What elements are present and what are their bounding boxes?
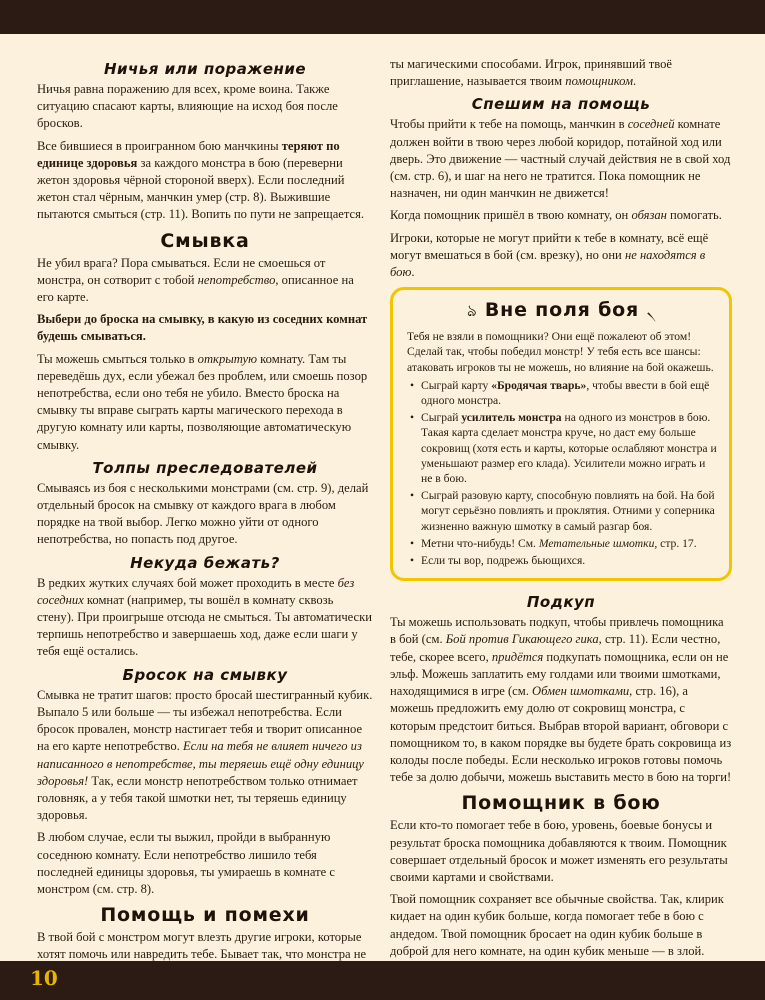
left-column xyxy=(37,56,373,961)
paragraph-hurry-1: Чтобы прийти к тебе на помощь, манчкин в соседней комнате должен войти в твою через любой коридор, потайной ход или дверь. Это движение — частный случай действия не в свой ход (см. стр. 6), и шаг на него не тратится. Пока помощник не назначен, ни один манчкин не движется! xyxy=(390,117,731,201)
paragraph-roll-1: Смывка не тратит шагов: просто бросай шестигранный кубик. Выпало 5 или больше — ты избежал непотребства. Если бросок провален, монстр настигает тебя и творит описанное на его карте непотребство. Если на тебя не влияет ничего из написанного в непотребстве, ты теряешь ещё одну единицу здоровья! Так, если монстр непотребством только отнимает головняк, а у тебя такой шмотки нет, ты теряешь единицу здоровья. xyxy=(37,687,373,823)
sidebar-item-thief: • Если ты вор, подрежь бьющихся. xyxy=(421,553,717,568)
paragraph-flee-1: Не убил врага? Пора смываться. Если не смоешься от монстра, он сотворит с тобой непотребство, описанное на его карте. xyxy=(37,255,354,305)
sidebar-outside-combat xyxy=(390,287,732,581)
sidebar-item-wandering-monster: • Сыграй карту «Бродячая тварь», чтобы ввести в бой ещё одного монстра. xyxy=(421,378,717,408)
paragraph-bribe: Ты можешь использовать подкуп, чтобы привлечь помощника в бой (см. Бой против Гикающего гика, стр. 11). Если честно, тебе, скорее всего, придётся подкупать помощника, если он не эльф. Можешь заплатить ему голдами или твоими шмотками, находящимися в игре (см. Обмен шмотками, стр. 16), а можешь предложить ему долю от сокровищ монстра, с которым предстоит биться. Выбрав второй вариант, обговори с помощником то, в каком порядке вы будете брать сокровища из колоды после победы. Если несколько игроков готовы помочь тебе за долю добычи, можешь выставить место в бою на торги! xyxy=(390,615,732,785)
bottom-border xyxy=(0,961,765,1000)
heading-draw-or-defeat: Ничья или поражение xyxy=(103,60,307,78)
sidebar-item-monster-enhancer: • Сыграй усилитель монстра на одного из монстров в бою. Такая карта сделает монстра круче, но даст ему больше сокровищ (хотя есть и карты, которые ослабляют монстра и уменьшают размер его клада). Усилители можно играть и не в бою. xyxy=(421,410,717,486)
right-column xyxy=(390,56,732,961)
heading-nowhere-to-run: Некуда бежать? xyxy=(130,553,280,572)
paragraph-roll-2: В любом случае, если ты выжил, пройди в выбранную соседнюю комнату. Если непотребство лишило тебя последней единицы здоровья, ты умираешь в комнате с монстром (см. стр. 8). xyxy=(37,830,335,896)
paragraph-draw-2: Все бившиеся в проигранном бою манчкины теряют по единице здоровья за каждого монстра в бою (переверни жетон здоровья чёрной стороной вверх). Если последний жетон стал чёрным, манчкин умер (стр. 8). Выжившие пытаются смыться (стр. 11). Вопить по пути не запрещается. xyxy=(37,138,365,222)
paragraph-help: В твой бой с монстром могут влезть другие игроки, которые хотят помочь или навредить тебе. Бывает так, что монстра не xyxy=(37,930,367,961)
paragraph-crowds: Смываясь из боя с несколькими монстрами (см. стр. 9), делай отдельный бросок на смывку от каждого врага в любом порядке на твой выбор. Легко можно уйти от одного непотребства, но попасть под другое. xyxy=(37,480,369,547)
paragraph-helper-1: Если кто-то помогает тебе в бою, уровень, боевые бонусы и результат броска помощника добавляются к твоим. Помощник совершает отдельный бросок и может изменять его результаты своими картами и свойствами. xyxy=(390,818,728,884)
top-border xyxy=(0,0,765,34)
paragraph-flee-3: Ты можешь смыться только в открытую комнату. Там ты переведёшь дух, если убежал без проблем, или смоешь позор непотребства, если оно тебя не убило. Вместо броска на смывку ты вправе сыграть карты магического перехода в другую комнату или карты, позволяющие автоматическую смывку. xyxy=(37,351,368,452)
paragraph-hurry-2: Когда помощник пришёл в твою комнату, он обязан помогать. xyxy=(390,208,722,223)
sidebar-list xyxy=(407,378,717,568)
paragraph-draw-1: Ничья равна поражению для всех, кроме воина. Также ситуацию спасают карты, влияющие на исход боя после бросков. xyxy=(37,82,338,131)
heading-flee-roll: Бросок на смывку xyxy=(122,665,288,684)
paragraph-nowhere: В редких жутких случаях бой может проходить в месте без соседних комнат (например, ты вошёл в комнату сквозь стену). При проигрыше отсюда не смыться. Ты автоматически терпишь непотребство и завершаешь ход, даже если шаги у тебя ещё остались. xyxy=(37,575,373,659)
ornament-left-icon: ঌ xyxy=(467,301,478,321)
heading-helper-in-combat: Помощник в бою xyxy=(461,792,661,815)
rulebook-page xyxy=(0,34,765,961)
paragraph-flee-2: Выбери до броска на смывку, в какую из соседних комнат будешь смываться. xyxy=(37,312,368,344)
ornament-right-icon: ৲ xyxy=(646,301,657,321)
sidebar-item-throw: • Метни что-нибудь! См. Метательные шмотки, стр. 17. xyxy=(421,536,717,551)
heading-flee: Смывка xyxy=(160,229,250,252)
heading-bribe: Подкуп xyxy=(526,593,596,612)
sidebar-title: ঌ Вне поля боя ৲ xyxy=(467,299,657,322)
heading-crowds: Толпы преследователей xyxy=(92,458,318,477)
sidebar-item-one-shot: • Сыграй разовую карту, способную повлиять на бой. На бой могут серьёзно повлиять и проклятия. Отними у соперника жизненно важную шмотку в самый разгар боя. xyxy=(421,488,717,534)
paragraph-continued: ты магическими способами. Игрок, принявший твоё приглашение, называется твоим помощником. xyxy=(390,57,672,89)
heading-hurry-to-help: Спешим на помощь xyxy=(471,95,651,114)
page-number: 10 xyxy=(30,966,58,990)
paragraph-hurry-3: Игроки, которые не могут прийти к тебе в комнату, всё ещё могут вмешаться в бой (см. врезку), но они не находятся в бою. xyxy=(390,230,709,280)
heading-help-and-hindrance: Помощь и помехи xyxy=(100,904,310,927)
sidebar-intro: Тебя не взяли в помощники? Они ещё пожалеют об этом! Сделай так, чтобы победил монстр! У тебя есть все шансы: атаковать игроков ты не можешь, но влияние на бой окажешь. xyxy=(407,330,714,374)
paragraph-helper-2: Твой помощник сохраняет все обычные свойства. Так, клирик кидает на один кубик больше, когда помогает тебе в бою с андедом. Твой помощник бросает на один кубик больше в доброй для него комнате, на один кубик меньше — в злой. xyxy=(390,892,724,958)
